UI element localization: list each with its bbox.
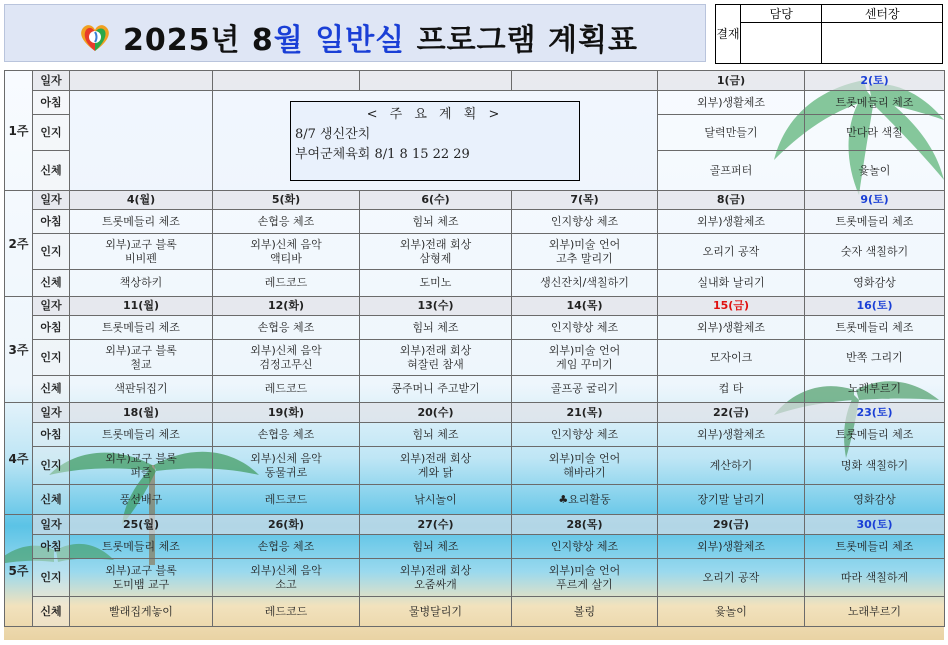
cognitive-cell: 계산하기: [658, 447, 805, 485]
physical-cell: 영화감상: [805, 485, 945, 515]
cognitive-cell: 외부)신체 음악 소고: [213, 559, 360, 597]
morning-cell: 힘뇌 체조: [360, 316, 512, 340]
morning-cell: 트롯메들리 체조: [70, 423, 213, 447]
morning-cell: 트롯메들리 체조: [70, 535, 213, 559]
date-cell: 25(월): [70, 515, 213, 535]
date-cell: 22(금): [658, 403, 805, 423]
morning-cell: 인지향상 체조: [512, 535, 658, 559]
physical-cell: 노래부르기: [805, 376, 945, 403]
approval-director-header: 센터장: [822, 5, 943, 23]
physical-cell: 콩주머니 주고받기: [360, 376, 512, 403]
category-label: 신체: [33, 597, 70, 627]
morning-cell: 트롯메들리 체조: [805, 210, 945, 234]
cognitive-cell: 오리기 공작: [658, 559, 805, 597]
morning-cell: 손협응 체조: [213, 535, 360, 559]
category-label: 아침: [33, 535, 70, 559]
week-label: 5주: [5, 515, 33, 627]
physical-cell: 생신잔치/색칠하기: [512, 270, 658, 297]
date-cell: 27(수): [360, 515, 512, 535]
category-label: 신체: [33, 376, 70, 403]
physical-cell: 색판뒤집기: [70, 376, 213, 403]
main-plan-title: < 주 요 계 획 >: [366, 106, 504, 122]
cognitive-cell: 만다라 색칠: [805, 115, 945, 151]
main-plan-line: 8/7 생신잔치: [295, 126, 371, 142]
morning-cell: 외부)생활체조: [658, 210, 805, 234]
physical-cell: 윷놀이: [658, 597, 805, 627]
date-cell: 8(금): [658, 191, 805, 210]
physical-cell: 낚시놀이: [360, 485, 512, 515]
cognitive-cell: 반쪽 그리기: [805, 340, 945, 376]
physical-cell: 레드코드: [213, 485, 360, 515]
empty-cell: [70, 91, 213, 191]
category-label: 일자: [33, 71, 70, 91]
cognitive-cell: 외부)신체 음악 액티바: [213, 234, 360, 270]
approval-manager-header: 담당: [741, 5, 822, 23]
heart-logo-icon: [77, 19, 113, 55]
category-label: 아침: [33, 423, 70, 447]
morning-cell: 인지향상 체조: [512, 316, 658, 340]
category-label: 인지: [33, 115, 70, 151]
date-cell: 2(토): [805, 71, 945, 91]
morning-cell: 외부)생활체조: [658, 535, 805, 559]
morning-cell: 힘뇌 체조: [360, 210, 512, 234]
cognitive-cell: 외부)교구 블록 철교: [70, 340, 213, 376]
physical-cell: 영화감상: [805, 270, 945, 297]
physical-cell: 레드코드: [213, 597, 360, 627]
physical-cell: 레드코드: [213, 376, 360, 403]
date-cell: 13(수): [360, 297, 512, 316]
morning-cell: 트롯메들리 체조: [805, 423, 945, 447]
morning-cell: 트롯메들리 체조: [805, 316, 945, 340]
date-cell: 12(화): [213, 297, 360, 316]
date-cell: 20(수): [360, 403, 512, 423]
morning-cell: 트롯메들리 체조: [70, 210, 213, 234]
date-cell: 26(화): [213, 515, 360, 535]
title-banner: [4, 4, 706, 62]
date-cell: 7(목): [512, 191, 658, 210]
date-cell: [360, 71, 512, 91]
physical-cell: 컵 타: [658, 376, 805, 403]
date-cell: 5(화): [213, 191, 360, 210]
physical-cell: ♣요리활동: [512, 485, 658, 515]
category-label: 아침: [33, 210, 70, 234]
category-label: 일자: [33, 403, 70, 423]
date-cell: 18(월): [70, 403, 213, 423]
cognitive-cell: 외부)교구 블록 비비펜: [70, 234, 213, 270]
date-cell: 16(토): [805, 297, 945, 316]
date-cell: [213, 71, 360, 91]
morning-cell: 외부)생활체조: [658, 91, 805, 115]
morning-cell: 트롯메들리 체조: [805, 91, 945, 115]
week-label: 2주: [5, 191, 33, 297]
physical-cell: 노래부르기: [805, 597, 945, 627]
morning-cell: 외부)생활체조: [658, 423, 805, 447]
category-label: 일자: [33, 191, 70, 210]
cognitive-cell: 외부)신체 음악 동물귀로: [213, 447, 360, 485]
cognitive-cell: 외부)전래 회상 오줌싸개: [360, 559, 512, 597]
date-cell: 14(목): [512, 297, 658, 316]
approval-box: [715, 4, 943, 64]
physical-cell: 골프퍼터: [658, 151, 805, 191]
cognitive-cell: 외부)교구 블록 퍼즐: [70, 447, 213, 485]
category-label: 인지: [33, 559, 70, 597]
cognitive-cell: 외부)신체 음악 검정고무신: [213, 340, 360, 376]
date-cell: 28(목): [512, 515, 658, 535]
cognitive-cell: 외부)전래 회상 게와 닭: [360, 447, 512, 485]
cognitive-cell: 외부)교구 블록 도미뱀 교구: [70, 559, 213, 597]
category-label: 일자: [33, 515, 70, 535]
main-plan-line: 부여군체육회 8/1 8 15 22 29: [295, 146, 470, 162]
date-cell: 21(목): [512, 403, 658, 423]
cognitive-cell: 오리기 공작: [658, 234, 805, 270]
cognitive-cell: 외부)전래 회상 삼형제: [360, 234, 512, 270]
physical-cell: 물병달리기: [360, 597, 512, 627]
program-schedule-table: [4, 70, 945, 627]
category-label: 아침: [33, 316, 70, 340]
cognitive-cell: 숫자 색칠하기: [805, 234, 945, 270]
cognitive-cell: 달력만들기: [658, 115, 805, 151]
physical-cell: 실내화 날리기: [658, 270, 805, 297]
category-label: 신체: [33, 151, 70, 191]
physical-cell: 빨래집게놓이: [70, 597, 213, 627]
approval-label: 결재: [716, 5, 741, 64]
category-label: 인지: [33, 340, 70, 376]
approval-director-sign: [822, 23, 943, 64]
cognitive-cell: 외부)미술 언어 푸르게 살기: [512, 559, 658, 597]
morning-cell: 힘뇌 체조: [360, 535, 512, 559]
date-cell: 6(수): [360, 191, 512, 210]
date-cell: 23(토): [805, 403, 945, 423]
cognitive-cell: 외부)전래 회상 혀잘린 참새: [360, 340, 512, 376]
cognitive-cell: 따라 색칠하게: [805, 559, 945, 597]
morning-cell: 손협응 체조: [213, 423, 360, 447]
cognitive-cell: 명화 색칠하기: [805, 447, 945, 485]
week-label: 4주: [5, 403, 33, 515]
morning-cell: 인지향상 체조: [512, 210, 658, 234]
cognitive-cell: 외부)미술 언어 해바라기: [512, 447, 658, 485]
date-cell: 29(금): [658, 515, 805, 535]
physical-cell: 볼링: [512, 597, 658, 627]
main-plan-cell: [213, 91, 658, 191]
morning-cell: 힘뇌 체조: [360, 423, 512, 447]
date-cell: [512, 71, 658, 91]
date-cell: [70, 71, 213, 91]
category-label: 신체: [33, 270, 70, 297]
morning-cell: 트롯메들리 체조: [805, 535, 945, 559]
date-cell: 30(토): [805, 515, 945, 535]
physical-cell: 레드코드: [213, 270, 360, 297]
morning-cell: 손협응 체조: [213, 316, 360, 340]
physical-cell: 책상하키: [70, 270, 213, 297]
category-label: 일자: [33, 297, 70, 316]
morning-cell: 인지향상 체조: [512, 423, 658, 447]
date-cell: 9(토): [805, 191, 945, 210]
morning-cell: 트롯메들리 체조: [70, 316, 213, 340]
physical-cell: 장기말 날리기: [658, 485, 805, 515]
morning-cell: 외부)생활체조: [658, 316, 805, 340]
date-cell: 4(월): [70, 191, 213, 210]
page-title: 2025년 8월 일반실 프로그램 계획표: [123, 23, 638, 58]
date-cell: 19(화): [213, 403, 360, 423]
week-label: 3주: [5, 297, 33, 403]
date-cell: 11(월): [70, 297, 213, 316]
date-cell: 1(금): [658, 71, 805, 91]
morning-cell: 손협응 체조: [213, 210, 360, 234]
cognitive-cell: 외부)미술 언어 고추 말리기: [512, 234, 658, 270]
physical-cell: 윷놀이: [805, 151, 945, 191]
category-label: 인지: [33, 234, 70, 270]
category-label: 신체: [33, 485, 70, 515]
cognitive-cell: 외부)미술 언어 게임 꾸미기: [512, 340, 658, 376]
date-cell: 15(금): [658, 297, 805, 316]
category-label: 아침: [33, 91, 70, 115]
main-plan-box: [290, 101, 580, 181]
physical-cell: 도미노: [360, 270, 512, 297]
physical-cell: 골프공 굴리기: [512, 376, 658, 403]
category-label: 인지: [33, 447, 70, 485]
cognitive-cell: 모자이크: [658, 340, 805, 376]
week-label: 1주: [5, 71, 33, 191]
physical-cell: 풍선배구: [70, 485, 213, 515]
approval-manager-sign: [741, 23, 822, 64]
